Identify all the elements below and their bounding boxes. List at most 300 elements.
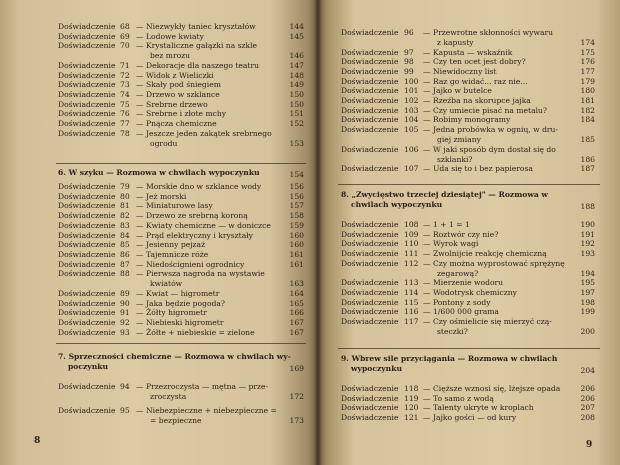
section-title: 6. W szyku — Rozmowa w chwilach wypoczynku <box>58 168 260 177</box>
entry-number: 110 <box>404 239 419 249</box>
entry-page-number: 161 <box>289 249 304 259</box>
entry-label: Doświadczenie <box>58 259 116 269</box>
entry-number: 98 <box>404 57 414 67</box>
entry-number: 91 <box>120 308 130 318</box>
entry-number: 120 <box>404 403 419 413</box>
entry-page-number: 166 <box>289 308 304 318</box>
entry-dash: — <box>423 403 431 413</box>
entry-title: Lodowe kwiaty <box>146 31 204 41</box>
entry-number: 90 <box>120 298 130 308</box>
entry-label: Doświadczenie <box>58 201 116 211</box>
entry-title: Niebezpieczne + niebezpieczne = <box>146 405 277 415</box>
entry-title: Jedna probówka w ognių, w dru- <box>433 125 559 135</box>
entry-label: Doświadczenie <box>341 96 399 105</box>
entry-page-number: 159 <box>289 220 304 230</box>
entry-number: 99 <box>404 66 414 76</box>
entry-page-number: 198 <box>580 297 595 307</box>
entry-dash: — <box>136 99 144 109</box>
entry-dash: — <box>423 393 431 403</box>
entry-page-number: 208 <box>580 413 595 423</box>
entry-dash: — <box>423 47 431 57</box>
entry-label: Doświadczenie <box>58 31 116 41</box>
entry-title-continued: zegarową? <box>437 268 479 278</box>
entry-dash: — <box>136 269 144 279</box>
entry-label: Doświadczenie <box>341 297 399 307</box>
entry-title: Czy ośmielicie się mierzyć czą- <box>433 317 552 327</box>
entry-number: 86 <box>120 249 130 259</box>
entry-number: 104 <box>404 115 419 125</box>
entry-number: 97 <box>404 47 414 57</box>
entry-title: Prąd elektryczny i kryształy <box>146 230 253 240</box>
entry-label: Doświadczenie <box>58 70 116 80</box>
entry-dash: — <box>423 307 431 317</box>
entry-label: Doświadczenie <box>341 258 399 268</box>
entry-title: To samo z wodą <box>433 393 494 403</box>
entry-title: 1/600 000 grama <box>433 307 499 317</box>
entry-number: 94 <box>120 382 130 391</box>
entry-number: 84 <box>120 230 130 240</box>
entry-label: Doświadczenie <box>58 288 116 298</box>
entry-label: Doświadczenie <box>341 164 399 174</box>
entry-page-number: 149 <box>289 80 304 90</box>
entry-label: Doświadczenie <box>58 249 116 259</box>
section-page-number: 169 <box>289 364 304 373</box>
entry-page-number: 160 <box>289 240 304 250</box>
entry-label: Doświadczenie <box>58 191 116 201</box>
entry-title: Jajko w butelce <box>433 86 492 96</box>
entry-page-number: 152 <box>289 119 304 129</box>
entry-label: Doświadczenie <box>58 119 116 129</box>
entry-title: Mierzenie wodoru <box>433 278 504 288</box>
section-page-number: 188 <box>580 202 595 211</box>
entry-title: Jeszcze jeden zakątek srebrnego <box>146 128 272 138</box>
entry-number: 83 <box>120 220 130 230</box>
entry-page-number: 206 <box>580 384 595 393</box>
section-title-continued: chwilach wypoczynku <box>351 200 443 209</box>
entry-title: Niewidoczny list <box>433 66 497 76</box>
entry-dash: — <box>423 115 431 125</box>
entry-dash: — <box>136 230 144 240</box>
entry-page-number: 167 <box>289 327 304 337</box>
entry-dash: — <box>423 258 431 268</box>
entry-page-number: 160 <box>289 230 304 240</box>
entry-dash: — <box>423 125 431 135</box>
entry-title-continued: ogrodu <box>150 138 178 148</box>
entry-number: 119 <box>404 393 419 403</box>
entry-title: Żółte + niebieskie = zielone <box>146 327 255 337</box>
entry-page-number: 167 <box>289 317 304 327</box>
entry-title-continued: z kapusty <box>437 38 474 47</box>
entry-page-number: 186 <box>580 154 595 164</box>
entry-title: Pierwsza nagroda na wystawie <box>146 269 265 279</box>
entry-label: Doświadczenie <box>341 413 399 423</box>
entry-dash: — <box>136 109 144 119</box>
entry-number: 111 <box>404 249 419 259</box>
entry-dash: — <box>423 105 431 115</box>
entry-number: 96 <box>404 28 414 37</box>
entry-dash: — <box>423 76 431 86</box>
entry-dash: — <box>423 249 431 259</box>
entry-title-continued: zroczysta <box>150 392 187 401</box>
entry-title: Niebieski higrometr <box>146 317 224 327</box>
section-title: 8. „Zwycięstwo trzeciej dziesiątej" — Rozmowa w <box>341 190 548 199</box>
entry-page-number: 194 <box>580 268 595 278</box>
entry-label: Doświadczenie <box>341 239 399 249</box>
entry-page-number: 192 <box>580 239 595 249</box>
entry-number: 95 <box>120 405 130 415</box>
section-page-number: 204 <box>580 366 595 375</box>
entry-page-number: 148 <box>289 70 304 80</box>
entry-title: Niedoścignieni ogrodnicy <box>146 259 245 269</box>
entry-page-number: 197 <box>580 288 595 297</box>
entry-label: Doświadczenie <box>341 47 399 57</box>
entry-label: Doświadczenie <box>341 307 399 317</box>
entry-title: Widok z Wieliczki <box>146 70 214 80</box>
entry-label: Doświadczenie <box>341 115 399 125</box>
entry-dash: — <box>136 249 144 259</box>
entry-label: Doświadczenie <box>58 298 116 308</box>
entry-dash: — <box>136 327 144 337</box>
entry-title: Dekoracje dla naszego teatru <box>146 60 259 70</box>
entry-label: Doświadczenie <box>58 240 116 250</box>
entry-dash: — <box>423 239 431 249</box>
entry-page-number: 193 <box>580 249 595 259</box>
entry-title: Kwiat — higrometr <box>146 288 220 298</box>
entry-title: Uda się to i bez papierosa <box>433 164 533 174</box>
entry-number: 117 <box>404 317 419 327</box>
entry-page-number: 174 <box>580 38 595 47</box>
entry-dash: — <box>423 86 431 96</box>
entry-title: Srebrne i złote mchy <box>146 109 227 119</box>
entry-page-number: 144 <box>289 22 304 31</box>
entry-page-number: 191 <box>580 229 595 239</box>
entry-title: Wodotrysk chemiczny <box>433 288 517 297</box>
entry-title: Raz go widać... raz nie... <box>433 76 528 86</box>
entry-title-continued: = bezpieczne <box>150 415 202 425</box>
entry-number: 87 <box>120 259 130 269</box>
section-heading[interactable] <box>58 352 304 372</box>
page-number-left: 8 <box>34 436 41 446</box>
entry-title: Robimy monogramy <box>433 115 511 125</box>
entry-title: Przezroczysta — mętna — prze- <box>146 382 269 391</box>
entry-dash: — <box>136 298 144 308</box>
entry-dash: — <box>136 70 144 80</box>
entry-number: 75 <box>120 99 130 109</box>
entry-title: Krystaliczne gałązki na szkle <box>146 41 258 51</box>
entry-page-number: 206 <box>580 393 595 403</box>
entry-title: Pontony z sody <box>433 297 491 307</box>
entry-page-number: 199 <box>580 307 595 317</box>
entry-number: 116 <box>404 307 419 317</box>
entry-title: Zwolnijcie reakcję chemiczną <box>433 249 547 259</box>
entry-title: Talenty ukryte w kroplach <box>433 403 534 413</box>
section-heading[interactable] <box>341 190 595 210</box>
entry-dash: — <box>136 80 144 90</box>
book-gutter <box>314 0 322 465</box>
entry-number: 93 <box>120 327 130 337</box>
entry-dash: — <box>423 164 431 174</box>
section-divider <box>56 163 306 164</box>
entry-label: Doświadczenie <box>341 125 399 135</box>
section-title: 9. Wbrew sile przyciągania — Rozmowa w chwilach <box>341 354 558 363</box>
entry-dash: — <box>423 96 431 105</box>
entry-dash: — <box>423 297 431 307</box>
entry-label: Doświadczenie <box>58 327 116 337</box>
entry-dash: — <box>136 382 144 391</box>
entry-page-number: 146 <box>289 51 304 61</box>
entry-title-continued: bez mrozu <box>150 51 191 61</box>
entry-page-number: 207 <box>580 403 595 413</box>
entry-title: Kapusta — wskaźnik <box>433 47 513 57</box>
entry-number: 115 <box>404 297 419 307</box>
entry-dash: — <box>136 211 144 221</box>
entry-label: Doświadczenie <box>58 269 116 279</box>
entry-dash: — <box>423 278 431 288</box>
entry-number: 76 <box>120 109 130 119</box>
entry-dash: — <box>136 22 144 31</box>
entry-label: Doświadczenie <box>58 382 116 391</box>
entry-label: Doświadczenie <box>341 57 399 67</box>
entry-page-number: 180 <box>580 86 595 96</box>
entry-page-number: 145 <box>289 31 304 41</box>
entry-number: 121 <box>404 413 419 423</box>
entry-dash: — <box>423 229 431 239</box>
entry-label: Doświadczenie <box>341 144 399 154</box>
entry-page-number: 165 <box>289 298 304 308</box>
entry-dash: — <box>136 317 144 327</box>
entry-number: 77 <box>120 119 130 129</box>
entry-title: Jesienny pejzaż <box>146 240 206 250</box>
entry-label: Doświadczenie <box>341 403 399 413</box>
entry-number: 105 <box>404 125 419 135</box>
entry-number: 109 <box>404 229 419 239</box>
entry-page-number: 182 <box>580 105 595 115</box>
entry-dash: — <box>136 191 144 201</box>
entry-number: 101 <box>404 86 419 96</box>
entry-page-number: 200 <box>580 327 595 337</box>
entry-page-number: 147 <box>289 60 304 70</box>
entry-label: Doświadczenie <box>58 230 116 240</box>
entry-title: Przewrotne skłonności wywaru <box>433 28 554 37</box>
entry-label: Doświadczenie <box>58 22 116 31</box>
entry-title: 1 + 1 = 1 <box>433 220 470 229</box>
entry-number: 72 <box>120 70 130 80</box>
section-page-number: 154 <box>289 170 304 179</box>
entry-title: Czy można wyprostować sprężynę <box>433 258 565 268</box>
entry-title: Żółty higrometr <box>146 308 207 318</box>
entry-title: Jaka będzie pogoda? <box>146 298 225 308</box>
entry-number: 82 <box>120 211 130 221</box>
entry-number: 108 <box>404 220 419 229</box>
entry-label: Doświadczenie <box>341 249 399 259</box>
section-divider <box>56 343 306 344</box>
entry-label: Doświadczenie <box>58 405 116 415</box>
entry-dash: — <box>423 220 431 229</box>
entry-page-number: 185 <box>580 135 595 145</box>
entry-title-continued: steczki? <box>437 327 468 337</box>
entry-title-continued: kwiatów <box>150 279 183 289</box>
entry-dash: — <box>136 31 144 41</box>
entry-number: 89 <box>120 288 130 298</box>
entry-number: 79 <box>120 182 130 191</box>
entry-page-number: 163 <box>289 279 304 289</box>
entry-dash: — <box>136 288 144 298</box>
entry-page-number: 156 <box>289 191 304 201</box>
entry-dash: — <box>136 220 144 230</box>
right-page <box>318 0 620 465</box>
entry-title: Wyrok wagi <box>433 239 479 249</box>
entry-title: Czy ten ocet jest dobry? <box>433 57 526 67</box>
entry-dash: — <box>136 308 144 318</box>
entry-page-number: 161 <box>289 259 304 269</box>
entry-page-number: 158 <box>289 211 304 221</box>
entry-page-number: 157 <box>289 201 304 211</box>
entry-page-number: 179 <box>580 76 595 86</box>
entry-number: 92 <box>120 317 130 327</box>
section-heading[interactable] <box>341 354 595 374</box>
entry-label: Doświadczenie <box>341 220 399 229</box>
entry-page-number: 151 <box>289 109 304 119</box>
entry-label: Doświadczenie <box>58 99 116 109</box>
entry-dash: — <box>423 317 431 327</box>
entry-title-continued: szklanki? <box>437 154 473 164</box>
entry-title-continued: giej zmiany <box>437 135 481 145</box>
entry-title: Cięższe wznosi się, lżejsze opada <box>433 384 561 393</box>
entry-dash: — <box>423 28 431 37</box>
section-title: 7. Sprzeczności chemiczne — Rozmowa w chwilach wy- <box>58 352 291 361</box>
entry-label: Doświadczenie <box>58 128 116 138</box>
entry-number: 112 <box>404 258 419 268</box>
entry-page-number: 175 <box>580 47 595 57</box>
section-heading[interactable] <box>58 168 304 178</box>
entry-page-number: 173 <box>289 415 304 425</box>
entry-title: Drzewo ze srebrną koroną <box>146 211 248 221</box>
entry-page-number: 190 <box>580 220 595 229</box>
entry-number: 107 <box>404 164 419 174</box>
entry-number: 71 <box>120 60 130 70</box>
entry-title: W jaki sposób dym dostał się do <box>433 144 556 154</box>
entry-number: 68 <box>120 22 130 31</box>
entry-number: 80 <box>120 191 130 201</box>
entry-title: Pnącza chemiczne <box>146 119 217 129</box>
entry-number: 103 <box>404 105 419 115</box>
entry-dash: — <box>136 259 144 269</box>
entry-label: Doświadczenie <box>58 60 116 70</box>
entry-page-number: 181 <box>580 96 595 105</box>
entry-dash: — <box>136 90 144 99</box>
entry-label: Doświadczenie <box>341 105 399 115</box>
entry-title: Jeż morski <box>146 191 187 201</box>
entry-label: Doświadczenie <box>341 66 399 76</box>
entry-dash: — <box>423 66 431 76</box>
entry-dash: — <box>136 60 144 70</box>
entry-page-number: 195 <box>580 278 595 288</box>
entry-dash: — <box>136 240 144 250</box>
entry-number: 74 <box>120 90 130 99</box>
entry-page-number: 176 <box>580 57 595 67</box>
entry-label: Doświadczenie <box>341 278 399 288</box>
entry-dash: — <box>136 41 144 51</box>
entry-dash: — <box>136 182 144 191</box>
section-divider <box>338 348 600 349</box>
entry-dash: — <box>423 288 431 297</box>
entry-title: Miniaturowe lasy <box>146 201 213 211</box>
entry-number: 70 <box>120 41 130 51</box>
entry-title: Skały pod śniegiem <box>146 80 221 90</box>
page-number-right: 9 <box>586 440 593 450</box>
entry-number: 102 <box>404 96 419 105</box>
entry-number: 88 <box>120 269 130 279</box>
entry-label: Doświadczenie <box>341 288 399 297</box>
entry-page-number: 177 <box>580 66 595 76</box>
entry-label: Doświadczenie <box>58 182 116 191</box>
entry-title: Czy umiecie pisać na metalu? <box>433 105 547 115</box>
entry-label: Doświadczenie <box>58 317 116 327</box>
entry-title: Niezwykły taniec kryształów <box>146 22 256 31</box>
entry-number: 114 <box>404 288 419 297</box>
entry-title: Morskie dno w szklance wody <box>146 182 262 191</box>
entry-number: 118 <box>404 384 419 393</box>
entry-page-number: 153 <box>289 138 304 148</box>
entry-dash: — <box>423 144 431 154</box>
section-title-continued: poczynku <box>68 362 109 371</box>
entry-page-number: 150 <box>289 90 304 99</box>
entry-label: Doświadczenie <box>58 308 116 318</box>
entry-number: 113 <box>404 278 419 288</box>
entry-title: Rzeźba na skorupce jajka <box>433 96 531 105</box>
entry-label: Doświadczenie <box>341 86 399 96</box>
entry-label: Doświadczenie <box>58 220 116 230</box>
entry-label: Doświadczenie <box>341 384 399 393</box>
entry-page-number: 172 <box>289 392 304 401</box>
entry-title: Jajko gości — od kury <box>433 413 517 423</box>
entry-label: Doświadczenie <box>58 80 116 90</box>
entry-page-number: 150 <box>289 99 304 109</box>
entry-title: Srebrne drzewo <box>146 99 208 109</box>
section-title-continued: wypoczynku <box>351 364 402 373</box>
entry-number: 69 <box>120 31 130 41</box>
entry-dash: — <box>423 57 431 67</box>
entry-number: 100 <box>404 76 419 86</box>
entry-dash: — <box>136 201 144 211</box>
entry-page-number: 156 <box>289 182 304 191</box>
entry-label: Doświadczenie <box>58 109 116 119</box>
entry-dash: — <box>136 119 144 129</box>
entry-title: Roztwór czy nie? <box>433 229 499 239</box>
entry-label: Doświadczenie <box>58 90 116 99</box>
entry-label: Doświadczenie <box>58 41 116 51</box>
entry-dash: — <box>136 405 144 415</box>
entry-page-number: 187 <box>580 164 595 174</box>
entry-number: 106 <box>404 144 419 154</box>
entry-number: 73 <box>120 80 130 90</box>
entry-label: Doświadczenie <box>341 28 399 37</box>
entry-page-number: 184 <box>580 115 595 125</box>
entry-title: Kwiaty chemiczne — w doniczce <box>146 220 271 230</box>
entry-label: Doświadczenie <box>341 76 399 86</box>
entry-title: Drzewo w szklance <box>146 90 220 99</box>
entry-dash: — <box>423 384 431 393</box>
entry-dash: — <box>423 413 431 423</box>
entry-label: Doświadczenie <box>341 229 399 239</box>
entry-label: Doświadczenie <box>341 317 399 327</box>
entry-label: Doświadczenie <box>341 393 399 403</box>
entry-dash: — <box>136 128 144 138</box>
entry-number: 81 <box>120 201 130 211</box>
entry-label: Doświadczenie <box>58 211 116 221</box>
entry-page-number: 164 <box>289 288 304 298</box>
entry-number: 85 <box>120 240 130 250</box>
